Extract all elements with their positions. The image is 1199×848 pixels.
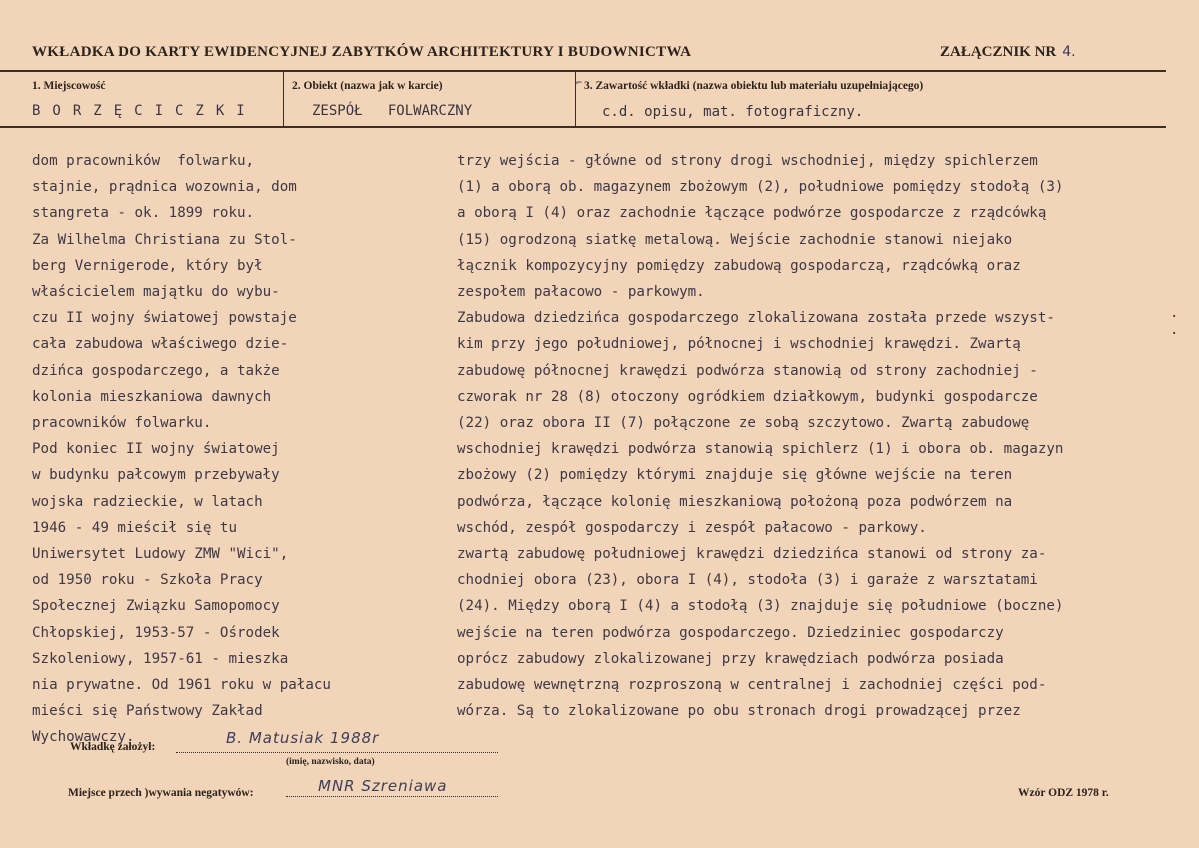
text-line: (22) oraz obora II (7) połączone ze sobą szczytowo. Zwartą zabudowę: [457, 415, 1030, 432]
text-line: kim przy jego południowej, północnej i wschodniej krawędzi. Zwartą: [457, 336, 1021, 353]
author-signature-line: [176, 752, 498, 753]
text-line: od 1950 roku - Szkoła Pracy: [32, 572, 263, 589]
text-line: czu II wojny światowej powstaje: [32, 310, 297, 327]
margin-mark: .: [1170, 322, 1179, 338]
text-line: trzy wejścia - główne od strony drogi wschodniej, między spichlerzem: [457, 153, 1038, 169]
negatives-line: [286, 796, 498, 797]
author-signature: B. Matusiak 1988r: [226, 729, 380, 747]
object-label: 2. Obiekt (nazwa jak w karcie): [292, 80, 443, 92]
annex-number: 4.: [1062, 44, 1076, 60]
text-line: mieści się Państwowy Zakład: [32, 703, 263, 720]
annex-heading: [940, 44, 1076, 61]
text-line: łącznik kompozycyjny pomiędzy zabudową gospodarczą, rządcówką oraz: [457, 257, 1021, 274]
author-sublabel: (imię, nazwisko, data): [286, 757, 375, 767]
text-line: (24). Między oborą I (4) a stodołą (3) znajduje się południowe (boczne): [457, 598, 1064, 615]
text-line: pracowników folwarku.: [32, 415, 212, 432]
text-line: chodniej obora (23), obora I (4), stodoła (3) i garaże z warsztatami: [457, 572, 1038, 589]
text-line: cała zabudowa właściwego dzie-: [32, 336, 289, 353]
text-line: podwórza, łączące kolonię mieszkaniową położoną poza podwórzem na: [457, 493, 1013, 510]
text-line: wschód, zespół gospodarczy i zespół pałacowo - parkowy.: [457, 519, 927, 536]
negatives-label: Miejsce przech )wywania negatywów:: [68, 787, 254, 799]
text-line: właścicielem majątku do wybu-: [32, 284, 280, 301]
negatives-value: MNR Szreniawa: [318, 777, 448, 795]
text-line: dzińca gospodarczego, a także: [32, 362, 280, 379]
text-line: wórza. Są to zlokalizowane po obu stronach drogi prowadzącej przez: [457, 703, 1021, 720]
text-line: Chłopskiej, 1953-57 - Ośrodek: [32, 624, 280, 641]
right-text-column: [457, 148, 1063, 724]
author-label: Wkładkę założył:: [70, 741, 156, 753]
text-line: stangreta - ok. 1899 roku.: [32, 205, 255, 222]
header-rule: [0, 70, 1166, 72]
field-divider-1: [283, 72, 284, 126]
annex-label: ZAŁĄCZNIK NR: [940, 44, 1057, 60]
text-line: stajnie, prądnica wozownia, dom: [32, 179, 297, 196]
text-line: zabudowę północnej krawędzi podwórza stanowią od strony zachodniej -: [457, 362, 1038, 379]
text-line: zabudowę wewnętrzną rozproszoną w centralnej i zachodniej części pod-: [457, 677, 1047, 694]
text-line: (1) a oborą ob. magazynem zbożowym (2), południowe pomiędzy stodołą (3): [457, 179, 1064, 196]
text-line: oprócz zabudowy zlokalizowanej przy krawędziach podwórza posiada: [457, 650, 1004, 667]
text-line: w budynku pałcowym przebywały: [32, 467, 280, 484]
check-mark-icon: ⌐: [576, 78, 583, 89]
object-value: ZESPÓŁ FOLWARCZNY: [312, 103, 473, 119]
text-line: kolonia mieszkaniowa dawnych: [32, 388, 272, 405]
field-divider-2: [575, 72, 576, 126]
text-line: dom pracowników folwarku,: [32, 153, 255, 169]
text-line: berg Vernigerode, który był: [32, 257, 263, 274]
margin-mark: .: [1170, 305, 1179, 321]
left-text-column: [32, 148, 331, 751]
text-line: (15) ogrodzoną siatkę metalową. Wejście zachodnie stanowi niejako: [457, 231, 1013, 248]
text-line: Szkoleniowy, 1957-61 - mieszka: [32, 650, 289, 667]
text-line: czworak nr 28 (8) otoczony ogródkiem działkowym, budynki gospodarcze: [457, 388, 1038, 405]
text-line: wejście na teren podwórza gospodarczego. Dziedziniec gospodarczy: [457, 624, 1004, 641]
text-line: Zabudowa dziedzińca gospodarczego zlokalizowana została przede wszyst-: [457, 310, 1055, 327]
text-line: Pod koniec II wojny światowej: [32, 441, 280, 458]
content-label: 3. Zawartość wkładki (nazwa obiektu lub materiału uzupełniającego): [584, 80, 924, 92]
text-line: Społecznej Związku Samopomocy: [32, 598, 280, 615]
text-line: wschodniej krawędzi podwórza stanowią spichlerz (1) i obora ob. magazyn: [457, 441, 1064, 458]
template-reference: Wzór ODZ 1978 r.: [1018, 787, 1109, 799]
text-line: wojska radzieckie, w latach: [32, 493, 263, 510]
place-label: 1. Miejscowość: [32, 80, 106, 92]
text-line: zwartą zabudowę południowej krawędzi dziedzińca stanowi od strony za-: [457, 546, 1047, 563]
text-line: 1946 - 49 mieścił się tu: [32, 519, 237, 536]
text-line: zbożowy (2) pomiędzy którymi znajduje się główne wejście na teren: [457, 467, 1013, 484]
fields-rule: [0, 126, 1166, 128]
text-line: zespołem pałacowo - parkowym.: [457, 284, 705, 301]
content-value: c.d. opisu, mat. fotograficzny.: [602, 104, 864, 120]
text-line: Wychowawczy.: [32, 729, 135, 746]
text-line: Za Wilhelma Christiana zu Stol-: [32, 231, 297, 248]
text-line: nia prywatne. Od 1961 roku w pałacu: [32, 677, 331, 694]
place-value: BORZĘCICZKI: [32, 103, 257, 119]
text-line: a oborą I (4) oraz zachodnie łączące podwórze gospodarcze z rządcówką: [457, 205, 1047, 222]
form-title: WKŁADKA DO KARTY EWIDENCYJNEJ ZABYTKÓW ARCHITEKTURY I BUDOWNICTWA: [32, 44, 692, 60]
text-line: Uniwersytet Ludowy ZMW "Wici",: [32, 546, 289, 563]
